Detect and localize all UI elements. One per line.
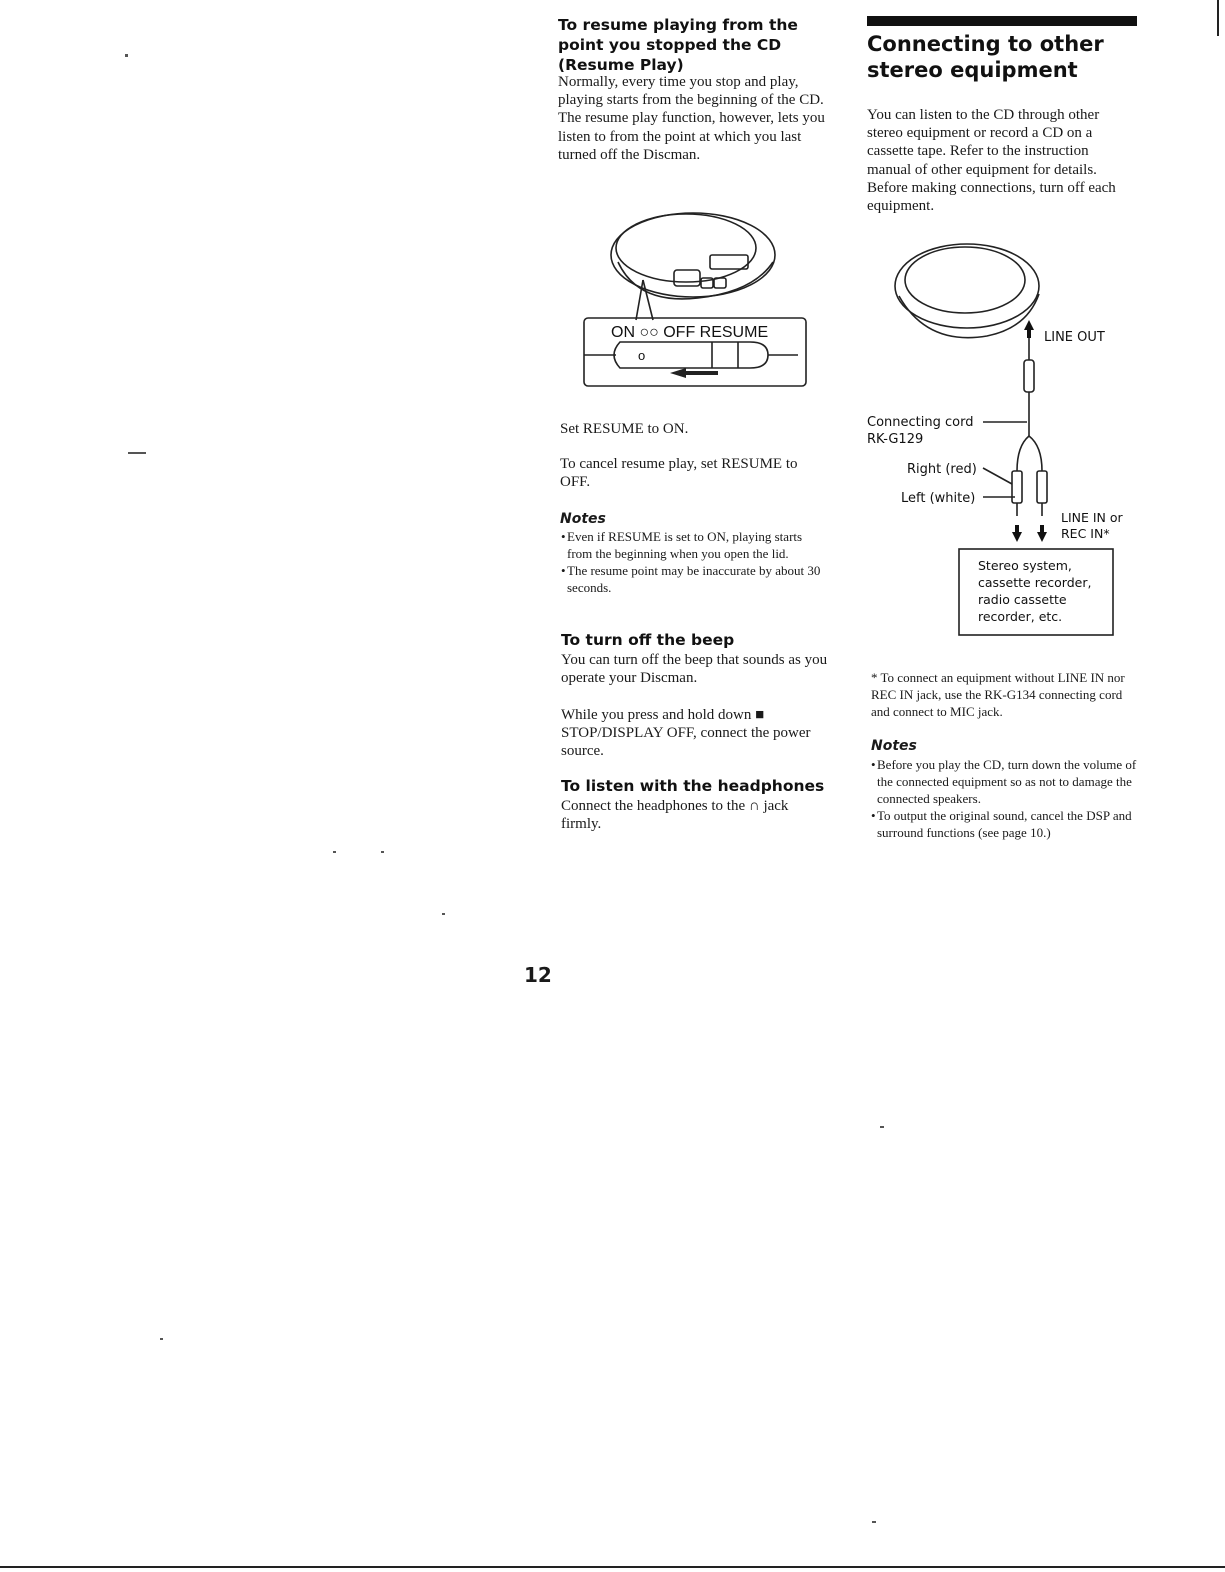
- left-white-label: Left (white): [901, 491, 976, 506]
- list-item: • Even if RESUME is set to ON, playing starts from the beginning when you open the lid.: [561, 529, 803, 561]
- discman-resume-illustration: [578, 200, 814, 392]
- scan-speck: [442, 913, 445, 915]
- slide-direction-arrow: [670, 368, 718, 378]
- connection-diagram: [867, 236, 1137, 638]
- line-in-arrow-left: [1037, 532, 1047, 542]
- discman-lid: [616, 214, 756, 282]
- rec-in-label: REC IN*: [1061, 526, 1110, 541]
- page-number: 12: [524, 963, 552, 987]
- cord-label: Connecting cord: [867, 415, 974, 430]
- rca-plug-left: [1037, 471, 1047, 503]
- stereo-box-line-2: cassette recorder,: [978, 575, 1092, 590]
- line-out-label: LINE OUT: [1044, 330, 1105, 345]
- resume-body: Normally, every time you stop and play, playing starts from the beginning of the CD. The resume play function, however, lets you listen to from the point at which you last turned off the Discman.: [558, 74, 825, 163]
- scan-speck: [125, 54, 128, 57]
- connect-intro: You can listen to the CD through other stereo equipment or record a CD on a cassette tape. Refer to the instruction manual of other equipment for details. Before making connections, turn off each equipment.: [867, 107, 1116, 215]
- stereo-box-line-4: recorder, etc.: [978, 609, 1063, 624]
- stereo-box-line-1: Stereo system,: [978, 558, 1072, 573]
- list-item: • Before you play the CD, turn down the volume of the connected equipment so as not to damage the connected speakers.: [871, 757, 1137, 806]
- cancel-resume-text: To cancel resume play, set RESUME to OFF.: [560, 456, 798, 491]
- stereo-box-line-3: radio cassette: [978, 592, 1067, 607]
- scan-speck: [333, 851, 336, 853]
- section-title: Connecting to other stereo equipment: [867, 32, 1104, 82]
- beep-body: You can turn off the beep that sounds as you operate your Discman.: [561, 652, 828, 687]
- resume-heading: To resume playing from the point you stopped the CD (Resume Play): [558, 16, 798, 74]
- scan-speck: [880, 1126, 884, 1128]
- right-red-label: Right (red): [907, 462, 977, 477]
- headphones-heading: To listen with the headphones: [561, 777, 825, 795]
- scan-edge-bottom: [0, 1566, 1225, 1568]
- scan-speck: [872, 1521, 876, 1523]
- headphones-body: Connect the headphones to the ∩ jack firmly.: [561, 798, 789, 833]
- discman-lid: [905, 247, 1025, 313]
- scan-speck: [381, 851, 384, 853]
- list-item: • The resume point may be inaccurate by about 30 seconds.: [561, 563, 821, 595]
- right-notes-list: [871, 756, 1137, 841]
- switch-label: ON ○○ OFF RESUME: [611, 324, 769, 341]
- line-in-label: LINE IN or: [1061, 510, 1123, 525]
- beep-body-2: While you press and hold down ■ STOP/DISPLAY OFF, connect the power source.: [561, 707, 811, 760]
- cord-model-label: RK-G129: [867, 432, 924, 447]
- line-in-arrow-right: [1012, 532, 1022, 542]
- scan-speck: [128, 452, 146, 454]
- discman-display: [710, 255, 748, 269]
- scan-edge-right: [1217, 0, 1219, 36]
- rca-plug-right: [1012, 471, 1022, 503]
- switch-knob: o: [638, 348, 646, 363]
- discman-body: [895, 244, 1039, 328]
- right-notes-heading: Notes: [871, 738, 917, 754]
- scan-speck: [160, 1338, 163, 1340]
- section-title-rule: [867, 16, 1137, 26]
- beep-heading: To turn off the beep: [561, 631, 735, 649]
- footnote: * To connect an equipment without LINE IN nor REC IN jack, use the RK-G134 connecting cord and connect to MIC jack.: [871, 670, 1125, 719]
- left-notes-heading: Notes: [560, 511, 606, 527]
- list-item: • To output the original sound, cancel the DSP and surround functions (see page 10.): [871, 808, 1132, 840]
- set-resume-text: Set RESUME to ON.: [560, 421, 689, 437]
- line-out-plug: [1024, 360, 1034, 392]
- left-notes-list: [561, 528, 829, 596]
